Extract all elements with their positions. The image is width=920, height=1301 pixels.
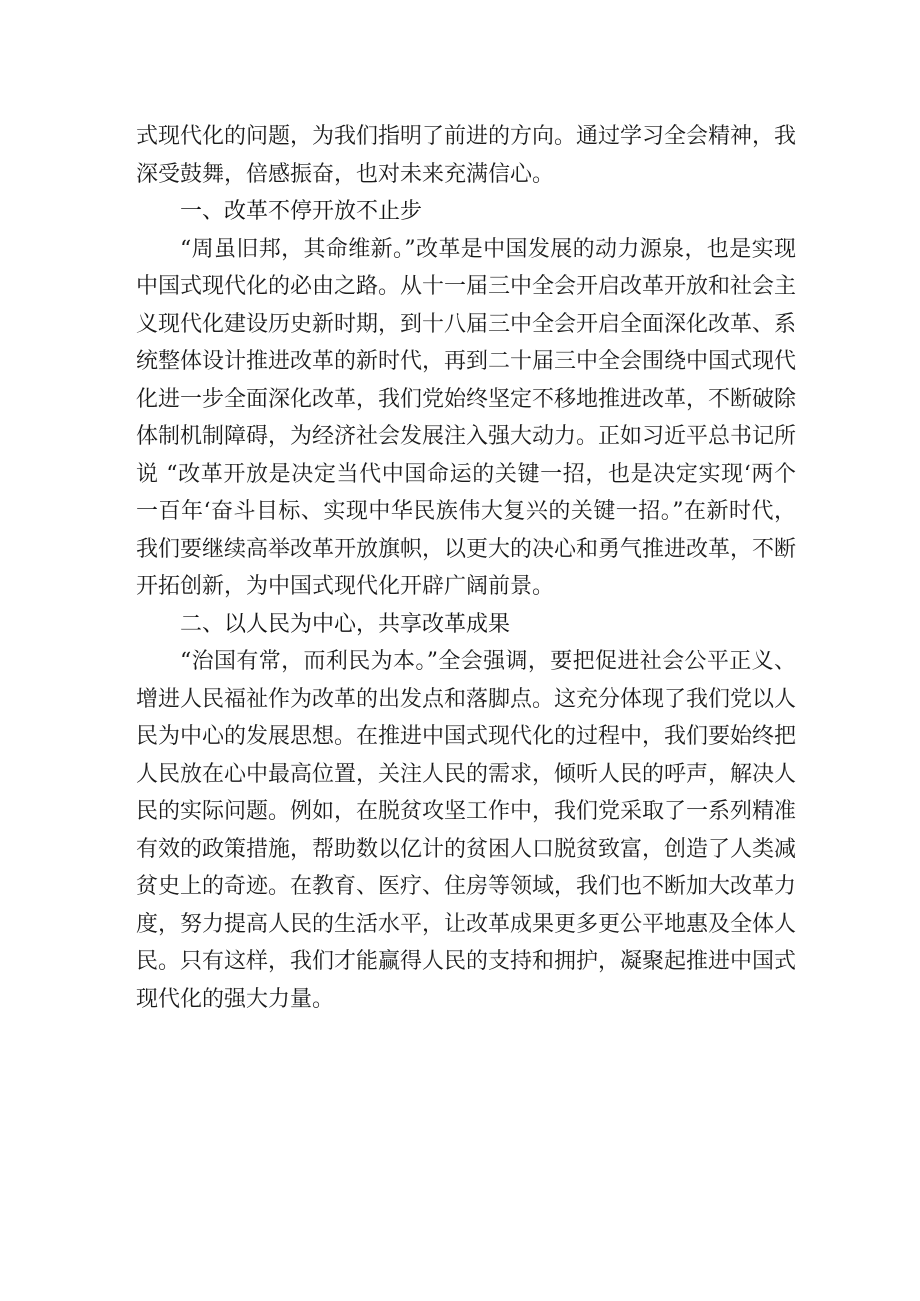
section-heading-2: 二、以人民为中心，共享改革成果 — [180, 611, 511, 637]
intro-paragraph: 式现代化的问题，为我们指明了前进的方向。通过学习全会精神，我深受鼓舞，倍感振奋，也对未来充满信心。 — [136, 124, 797, 187]
document-body — [136, 118, 796, 1018]
section-heading-1: 一、改革不停开放不止步 — [180, 199, 423, 224]
section-1-paragraph: “周虽旧邦，其命维新。”改革是中国发展的动力源泉，也是实现中国式现代化的必由之路。从十一届三中全会开启改革开放和社会主义现代化建设历史新时期，到十八届三中全会开启全面深化改革、系统整体设计推进改革的新时代，再到二十届三中全会围绕中国式现代化进一步全面深化改革，我们党始终坚定不移地推进改革，不断破除体制机制障碍，为经济社会发展注入强大动力。正如习近平总书记所说 “改革开放是决定当代中国命运的关键一招，也是决定实现‘两个一百年‘奋斗目标、实现中华民族伟大复兴的关键一招。”在新时代，我们要继续高举改革开放旗帜，以更大的决心和勇气推进改革，不断开拓创新，为中国式现代化开辟广阔前景。 — [136, 236, 797, 599]
section-2-paragraph: “治国有常，而利民为本。”全会强调，要把促进社会公平正义、增进人民福祉作为改革的出发点和落脚点。这充分体现了我们党以人民为中心的发展思想。在推进中国式现代化的过程中，我们要始终把人民放在心中最高位置，关注人民的需求，倾听人民的呼声，解决人民的实际问题。例如，在脱贫攻坚工作中，我们党采取了一系列精准有效的政策措施，帮助数以亿计的贫困人口脱贫致富，创造了人类减贫史上的奇迹。在教育、医疗、住房等领域，我们也不断加大改革力度，努力提高人民的生活水平，让改革成果更多更公平地惠及全体人民。只有这样，我们才能赢得人民的支持和拥护，凝聚起推进中国式现代化的强大力量。 — [136, 649, 797, 1012]
